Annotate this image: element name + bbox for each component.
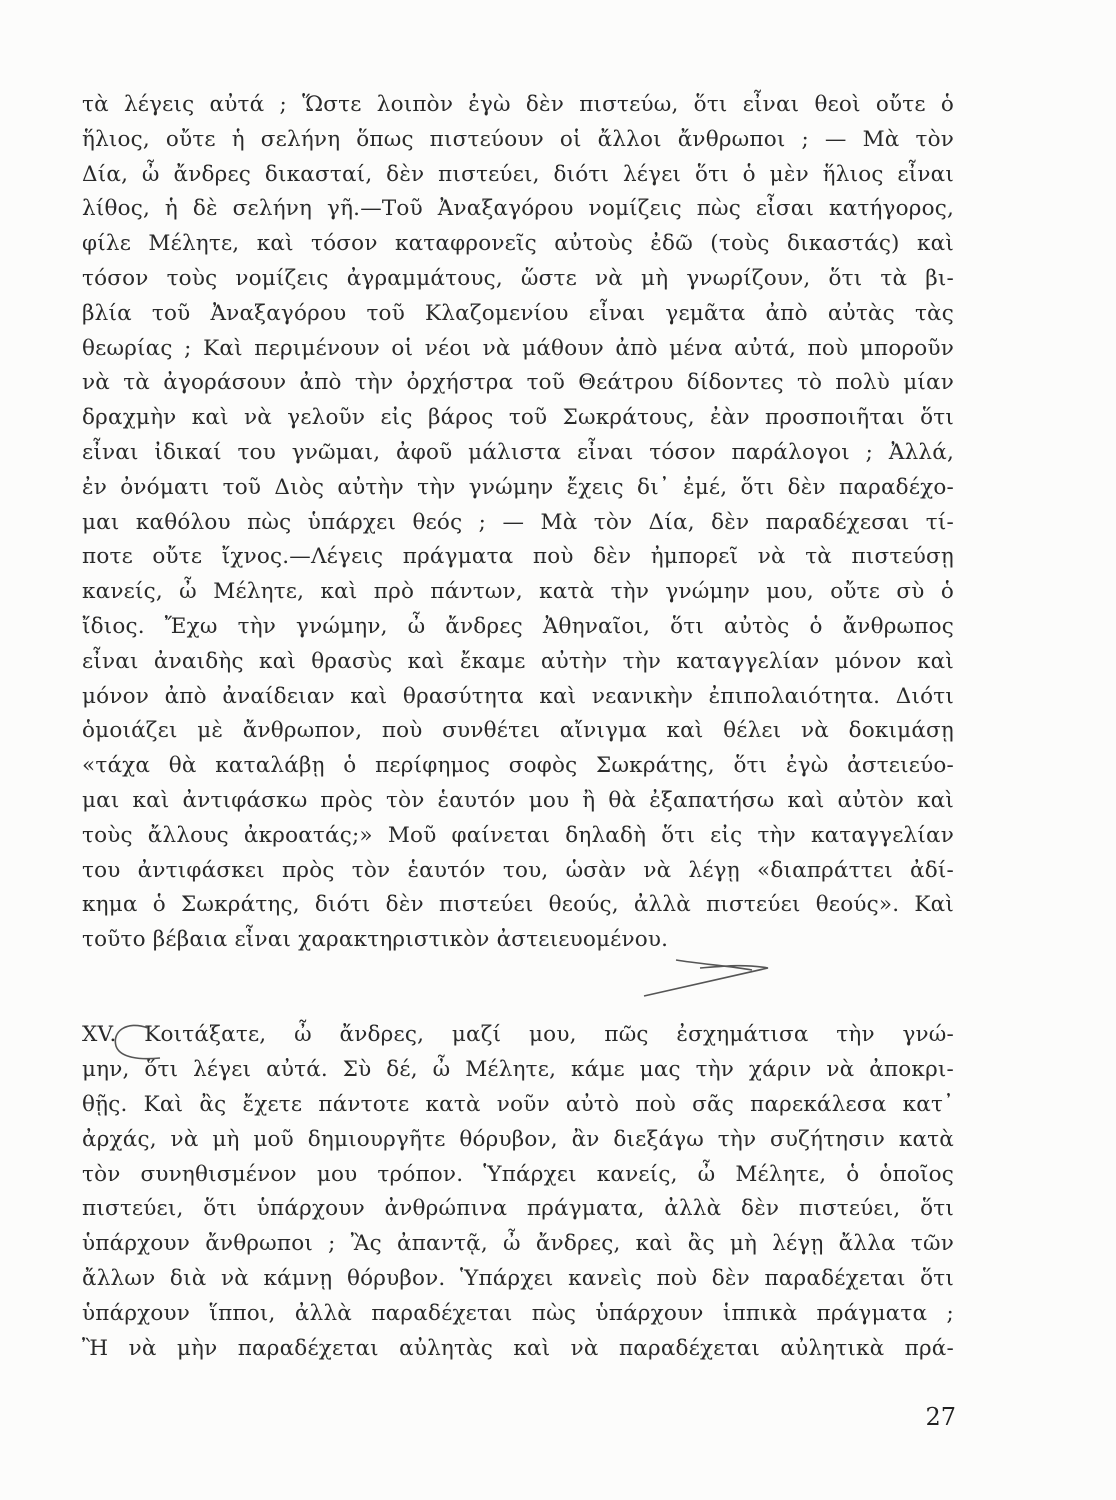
text-line: λίθος, ἡ δὲ σελήνη γῆ.—Τοῦ Ἀναξαγόρου νομίζεις πὼς εἶσαι κατήγορος, (82, 196, 954, 222)
text-line: μαι καὶ ἀντιφάσκω πρὸς τὸν ἑαυτόν μου ἢ θὰ ἐξαπατήσω καὶ αὐτὸν καὶ (82, 787, 954, 813)
text-line: του ἀντιφάσκει πρὸς τὸν ἑαυτόν του, ὡσὰν νὰ λέγῃ «διαπράττει ἀδί- (82, 857, 954, 883)
section-heading-line: XV. Κοιτάξατε, ὦ ἄνδρες, μαζί μου, πῶς ἐσχημάτισα τὴν γνώ- (82, 1022, 954, 1047)
text-line: μαι καθόλου πὼς ὑπάρχει θεός ; — Μὰ τὸν Δία, δὲν παραδέχεσαι τί- (82, 509, 954, 535)
text-line: τοὺς ἄλλους ἀκροατάς;» Μοῦ φαίνεται δηλαδὴ ὅτι εἰς τὴν καταγγελίαν (82, 822, 954, 848)
text-line: τὸν συνηθισμένον μου τρόπον. Ὑπάρχει κανείς, ὦ Μέλητε, ὁ ὁποῖος (82, 1161, 954, 1187)
text-line: Ἢ νὰ μὴν παραδέχεται αὐλητὰς καὶ νὰ παραδέχεται αὐλητικὰ πρά- (82, 1336, 954, 1362)
text-line: τόσον τοὺς νομίζεις ἀγραμμάτους, ὥστε νὰ μὴ γνωρίζουν, ὅτι τὰ βι- (82, 265, 954, 291)
text-line: θεωρίας ; Καὶ περιμένουν οἱ νέοι νὰ μάθουν ἀπὸ μένα αὐτά, ποὺ μποροῦν (82, 335, 954, 361)
page-number: 27 (925, 1403, 956, 1431)
text-line: μόνον ἀπὸ ἀναίδειαν καὶ θρασύτητα καὶ νεανικὴν ἐπιπολαιότητα. Διότι (82, 683, 954, 709)
text-line: τοῦτο βέβαια εἶναι χαρακτηριστικὸν ἀστειευομένου. (82, 927, 669, 953)
text-line: μην, ὅτι λέγει αὐτά. Σὺ δέ, ὦ Μέλητε, κάμε μας τὴν χάριν νὰ ἀποκρι- (82, 1056, 954, 1082)
text-line: εἶναι ἀναιδὴς καὶ θρασὺς καὶ ἔκαμε αὐτὴν τὴν καταγγελίαν μόνον καὶ (82, 648, 954, 674)
text-line: κημα ὁ Σωκράτης, διότι δὲν πιστεύει θεούς, ἀλλὰ πιστεύει θεούς». Καὶ (82, 892, 954, 918)
text-line: ὑπάρχουν ἵπποι, ἀλλὰ παραδέχεται πὼς ὑπάρχουν ἱππικὰ πράγματα ; (82, 1301, 954, 1327)
underline-mark (676, 960, 752, 970)
text-line: ὑπάρχουν ἄνθρωποι ; Ἂς ἀπαντᾷ, ὦ ἄνδρες, καὶ ἂς μὴ λέγῃ ἄλλα τῶν (82, 1231, 954, 1257)
paragraph-xiv-continued (82, 88, 954, 958)
text-line: θῇς. Καὶ ἂς ἔχετε πάντοτε κατὰ νοῦν αὐτὸ ποὺ σᾶς παρεκάλεσα κατ᾽ (82, 1091, 954, 1117)
arrow-mark (644, 966, 768, 996)
text-line: ἥλιος, οὔτε ἡ σελήνη ὅπως πιστεύουν οἱ ἄλλοι ἄνθρωποι ; — Μὰ τὸν (82, 126, 954, 152)
text-line: ἴδιος. Ἔχω τὴν γνώμην, ὦ ἄνδρες Ἀθηναῖοι, ὅτι αὐτὸς ὁ ἄνθρωπος (82, 613, 954, 639)
text-line: Δία, ὦ ἄνδρες δικασταί, δὲν πιστεύει, διότι λέγει ὅτι ὁ μὲν ἥλιος εἶναι (82, 161, 954, 187)
text-line: τὰ λέγεις αὐτά ; Ὥστε λοιπὸν ἐγὼ δὲν πιστεύω, ὅτι εἶναι θεοὶ οὔτε ὁ (82, 92, 954, 117)
text-line: ἄλλων διὰ νὰ κάμνῃ θόρυβον. Ὑπάρχει κανεὶς ποὺ δὲν παραδέχεται ὅτι (82, 1266, 954, 1292)
text-line: κανείς, ὦ Μέλητε, καὶ πρὸ πάντων, κατὰ τὴν γνώμην μου, οὔτε σὺ ὁ (82, 579, 954, 605)
text-line: βλία τοῦ Ἀναξαγόρου τοῦ Κλαζομενίου εἶναι γεμᾶτα ἀπὸ αὐτὰς τὰς (82, 300, 954, 326)
text-line: πιστεύει, ὅτι ὑπάρχουν ἀνθρώπινα πράγματα, ἀλλὰ δὲν πιστεύει, ὅτι (82, 1196, 954, 1222)
paragraph-xv (82, 1018, 954, 1367)
text-line: νὰ τὰ ἀγοράσουν ἀπὸ τὴν ὀρχήστρα τοῦ Θεάτρου δίδοντες τὸ πολὺ μίαν (82, 370, 954, 396)
text-line: ἀρχάς, νὰ μὴ μοῦ δημιουργῆτε θόρυβον, ἂν διεξάγω τὴν συζήτησιν κατὰ (82, 1126, 954, 1152)
text-line: φίλε Μέλητε, καὶ τόσον καταφρονεῖς αὐτοὺς ἐδῶ (τοὺς δικαστάς) καὶ (82, 231, 954, 257)
text-line: «τάχα θὰ καταλάβῃ ὁ περίφημος σοφὸς Σωκράτης, ὅτι ἐγὼ ἀστειεύο- (82, 753, 954, 779)
text-line: ποτε οὔτε ἴχνος.—Λέγεις πράγματα ποὺ δὲν ἠμπορεῖ νὰ τὰ πιστεύσῃ (82, 544, 954, 570)
text-line: δραχμὴν καὶ νὰ γελοῦν εἰς βάρος τοῦ Σωκράτους, ἐὰν προσποιῆται ὅτι (82, 405, 954, 431)
text-line: ἐν ὀνόματι τοῦ Διὸς αὐτὴν τὴν γνώμην ἔχεις δι᾽ ἐμέ, ὅτι δὲν παραδέχο- (82, 474, 954, 500)
text-line: εἶναι ἰδικαί του γνῶμαι, ἀφοῦ μάλιστα εἶναι τόσον παράλογοι ; Ἀλλά, (82, 439, 954, 465)
text-line: ὁμοιάζει μὲ ἄνθρωπον, ποὺ συνθέτει αἴνιγμα καὶ θέλει νὰ δοκιμάσῃ (82, 718, 954, 744)
